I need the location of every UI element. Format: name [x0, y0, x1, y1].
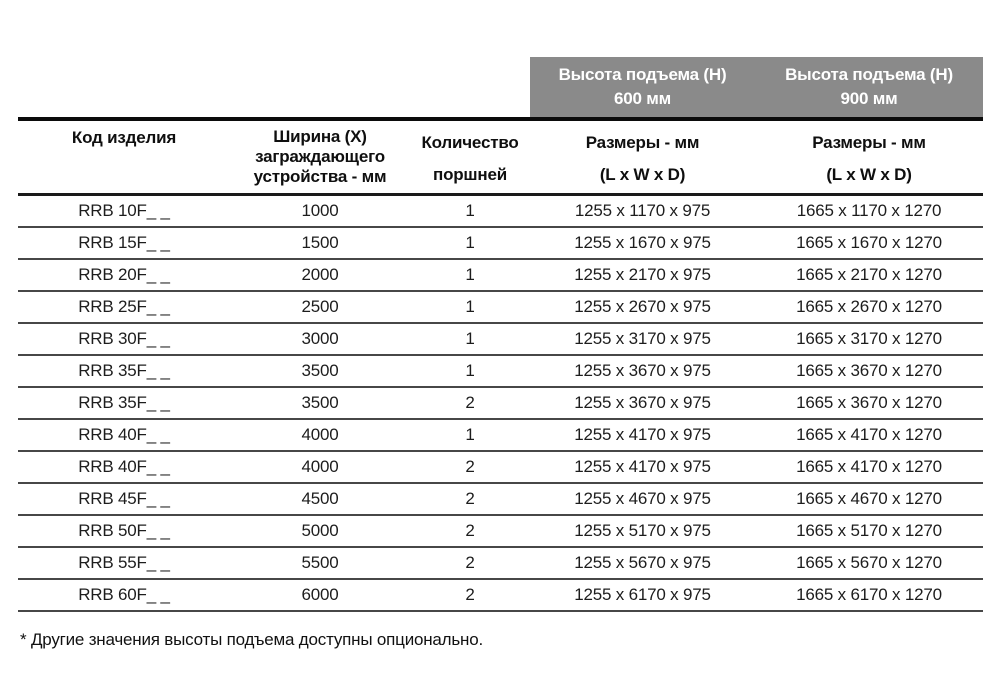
cell-dim-900: 1665 x 1670 x 1270 — [796, 233, 942, 252]
cell-dim-900: 1665 x 2170 x 1270 — [796, 265, 942, 284]
cell-code: RRB 10F_ _ — [78, 201, 170, 220]
cell-width: 3500 — [301, 361, 339, 380]
table-row — [18, 452, 983, 484]
cell-code: RRB 35F_ _ — [78, 361, 170, 380]
table-row — [18, 292, 983, 324]
cell-pistons: 2 — [465, 393, 475, 412]
cell-dim-600: 1255 x 1670 x 975 — [574, 233, 711, 252]
banner-900-title: Высота подъема (H) — [785, 65, 953, 84]
cell-width: 1500 — [301, 233, 339, 252]
header-product-code: Код изделия — [71, 128, 177, 147]
cell-pistons: 1 — [465, 361, 475, 380]
cell-width: 1000 — [301, 201, 339, 220]
banner-group-900mm — [755, 57, 983, 117]
cell-code: RRB 35F_ _ — [78, 393, 170, 412]
cell-width: 3500 — [301, 393, 339, 412]
header-barrier-width: Ширина (X) заграждающего устройства - мм — [253, 127, 387, 186]
header-piston-count: Количество поршней — [421, 133, 519, 184]
cell-width: 4000 — [301, 425, 339, 444]
table-row — [18, 196, 983, 228]
cell-width: 4500 — [301, 489, 339, 508]
cell-pistons: 1 — [465, 233, 475, 252]
cell-width: 4000 — [301, 457, 339, 476]
cell-dim-600: 1255 x 4170 x 975 — [574, 425, 711, 444]
cell-dim-900: 1665 x 3170 x 1270 — [796, 329, 942, 348]
cell-code: RRB 40F_ _ — [78, 457, 170, 476]
cell-pistons: 2 — [465, 489, 475, 508]
banner-600-value: 600 мм — [613, 89, 672, 108]
footnote: * Другие значения высоты подъема доступны опционально. — [20, 630, 484, 649]
cell-width: 2000 — [301, 265, 339, 284]
table-row — [18, 548, 983, 580]
cell-dim-600: 1255 x 4670 x 975 — [574, 489, 711, 508]
cell-code: RRB 45F_ _ — [78, 489, 170, 508]
table-row — [18, 228, 983, 260]
cell-code: RRB 25F_ _ — [78, 297, 170, 316]
cell-width: 3000 — [301, 329, 339, 348]
cell-width: 5000 — [301, 521, 339, 540]
cell-code: RRB 50F_ _ — [78, 521, 170, 540]
cell-pistons: 1 — [465, 265, 475, 284]
cell-dim-600: 1255 x 3170 x 975 — [574, 329, 711, 348]
spec-table — [18, 117, 983, 612]
banner-600-title: Высота подъема (H) — [558, 65, 727, 84]
cell-code: RRB 15F_ _ — [78, 233, 170, 252]
cell-dim-900: 1665 x 1170 x 1270 — [796, 201, 942, 220]
header-dimensions-600: Размеры - мм (L x W x D) — [585, 133, 700, 184]
cell-dim-600: 1255 x 3670 x 975 — [574, 361, 711, 380]
cell-code: RRB 40F_ _ — [78, 425, 170, 444]
cell-width: 6000 — [301, 585, 339, 604]
cell-dim-600: 1255 x 2170 x 975 — [574, 265, 711, 284]
cell-code: RRB 60F_ _ — [78, 585, 170, 604]
cell-dim-900: 1665 x 5170 x 1270 — [796, 521, 942, 540]
cell-dim-600: 1255 x 6170 x 975 — [574, 585, 711, 604]
cell-dim-600: 1255 x 2670 x 975 — [574, 297, 711, 316]
lift-height-banner — [530, 57, 983, 117]
cell-pistons: 1 — [465, 297, 475, 316]
banner-900-value: 900 мм — [840, 89, 898, 108]
cell-pistons: 1 — [465, 425, 475, 444]
table-row — [18, 484, 983, 516]
cell-dim-600: 1255 x 1170 x 975 — [574, 201, 711, 220]
cell-pistons: 2 — [465, 457, 475, 476]
cell-dim-600: 1255 x 5170 x 975 — [574, 521, 711, 540]
table-row — [18, 420, 983, 452]
cell-width: 2500 — [301, 297, 339, 316]
cell-dim-900: 1665 x 5670 x 1270 — [796, 553, 942, 572]
cell-dim-600: 1255 x 5670 x 975 — [574, 553, 711, 572]
cell-code: RRB 55F_ _ — [78, 553, 170, 572]
table-row — [18, 324, 983, 356]
table-body — [18, 196, 983, 612]
banner-group-600mm — [530, 57, 755, 117]
cell-dim-900: 1665 x 4170 x 1270 — [796, 457, 942, 476]
cell-pistons: 2 — [465, 585, 475, 604]
table-row — [18, 516, 983, 548]
cell-code: RRB 30F_ _ — [78, 329, 170, 348]
cell-pistons: 2 — [465, 521, 475, 540]
cell-dim-900: 1665 x 3670 x 1270 — [796, 361, 942, 380]
cell-dim-900: 1665 x 4170 x 1270 — [796, 425, 942, 444]
cell-width: 5500 — [301, 553, 339, 572]
cell-code: RRB 20F_ _ — [78, 265, 170, 284]
table-row — [18, 388, 983, 420]
cell-dim-600: 1255 x 3670 x 975 — [574, 393, 711, 412]
cell-pistons: 1 — [465, 201, 475, 220]
table-header-row — [18, 121, 983, 196]
cell-pistons: 2 — [465, 553, 475, 572]
cell-dim-900: 1665 x 2670 x 1270 — [796, 297, 942, 316]
table-row — [18, 356, 983, 388]
table-row — [18, 580, 983, 612]
cell-dim-900: 1665 x 3670 x 1270 — [796, 393, 942, 412]
header-dimensions-900: Размеры - мм (L x W x D) — [812, 133, 926, 184]
table-row — [18, 260, 983, 292]
cell-dim-900: 1665 x 4670 x 1270 — [796, 489, 942, 508]
cell-dim-600: 1255 x 4170 x 975 — [574, 457, 711, 476]
cell-pistons: 1 — [465, 329, 475, 348]
cell-dim-900: 1665 x 6170 x 1270 — [796, 585, 942, 604]
